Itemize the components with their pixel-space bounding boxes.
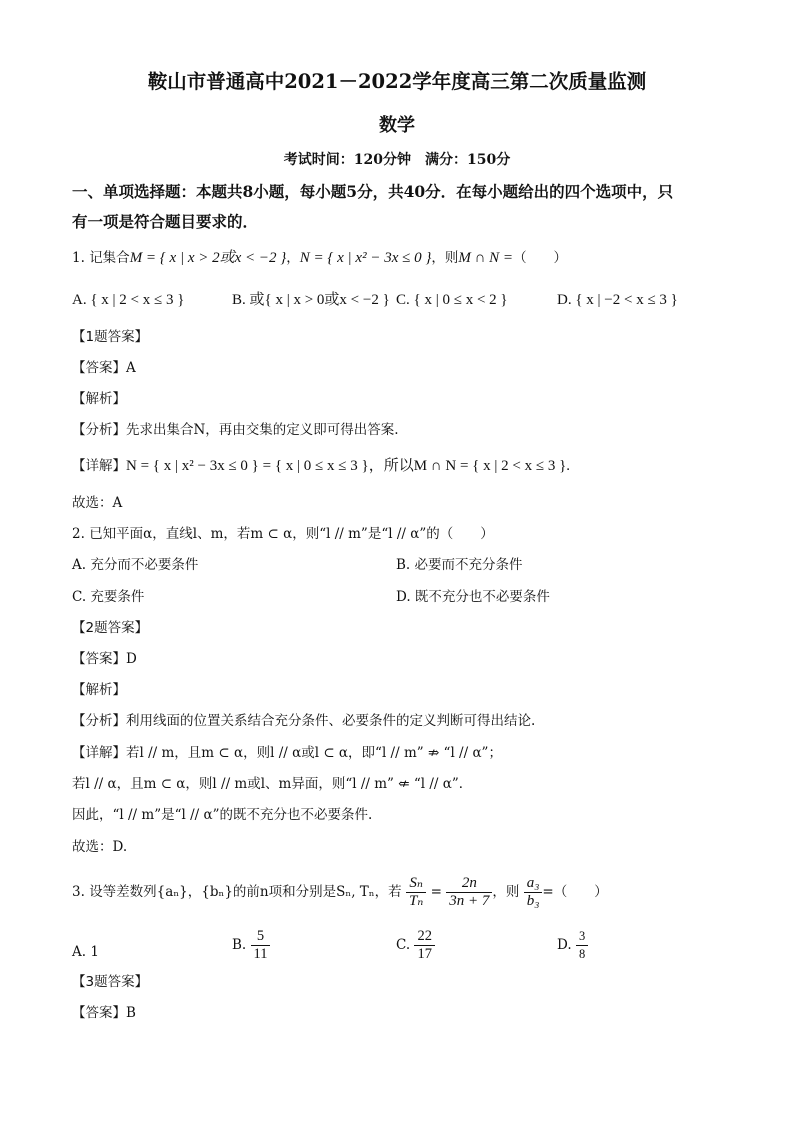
answer-tag: 【2题答案】	[72, 620, 149, 636]
answer-line: 【答案】D	[72, 651, 137, 667]
answer-value: D	[126, 651, 137, 667]
conclusion: 故选：A	[72, 495, 123, 511]
question-number: 3.	[72, 884, 85, 900]
detail-line-3: 因此，“l // m”是“l // α”的既不充分也不必要条件.	[72, 807, 373, 823]
answer-line: 【答案】B	[72, 1005, 136, 1021]
set-m: M = { x | x > 2或x < −2 }	[129, 250, 287, 266]
option-c: C. { x | 0 ≤ x < 2 }	[396, 292, 508, 308]
analysis-tag: 【解析】	[72, 391, 126, 407]
detail-line: 【详解】N = { x | x² − 3x ≤ 0 } = { x | 0 ≤ x ≤ 3 }，所以M ∩ N = { x | 2 < x ≤ 3 }.	[72, 458, 571, 474]
option-b: B. 或{ x | x > 0或x < −2 }	[232, 292, 390, 308]
option-c: C. 充要条件	[72, 589, 145, 605]
fraction-ratio: $\frac{2n}{3n + 7}$	[446, 875, 492, 910]
analysis-line: 【分析】利用线面的位置关系结合充分条件、必要条件的定义判断可得出结论.	[72, 713, 536, 729]
question-number: 2.	[72, 526, 85, 542]
answer-line: 【答案】A	[72, 360, 136, 376]
question-3-stem: 3. 设等差数列{aₙ}，{bₙ}的前n项和分别是Sₙ, Tₙ，若 $\frac{\text{Sₙ}}{\text{Tₙ}}$ = $\frac{2n}{3n + 7}$ ，则 $\frac{\text{a₃}}{\text{b₃}}$ =（ ）	[72, 875, 608, 909]
option-a: A. 1	[72, 944, 99, 960]
option-b: B. $\frac{5}{11}$	[232, 925, 270, 965]
analysis-line: 【分析】先求出集合N，再由交集的定义即可得出答案.	[72, 422, 399, 438]
option-a: A. { x | 2 < x ≤ 3 }	[72, 292, 185, 308]
analysis-tag: 【解析】	[72, 682, 126, 698]
answer-value: B	[126, 1005, 136, 1021]
question-1-stem: 1. 记集合M = { x | x > 2或x < −2 }，N = { x | x² − 3x ≤ 0 }，则M ∩ N =（ ）	[72, 250, 568, 266]
exam-info: 考试时间：120分钟 满分：150分	[283, 152, 511, 168]
question-number: 1.	[72, 250, 85, 266]
option-c: C. $\frac{22}{17}$	[396, 925, 435, 965]
detail-line-2: 若l // α，且m ⊂ α，则l // m或l、m异面，则“l // m” ⇍ “l // α”．	[72, 776, 473, 792]
paper-title: 鞍山市普通高中2021－2022学年度高三第二次质量监测	[147, 70, 647, 93]
answer-tag: 【3题答案】	[72, 974, 149, 990]
section-heading-line1: 一、单项选择题：本题共8小题，每小题5分，共40分．在每小题给出的四个选项中，只	[72, 182, 674, 201]
intersection: M ∩ N =	[458, 250, 514, 266]
subject-title: 数学	[379, 115, 415, 136]
fraction-a3-over-b3: $\frac{\text{a₃}}{\text{b₃}}$	[524, 875, 543, 910]
option-d: D. { x | −2 < x ≤ 3 }	[557, 292, 678, 308]
option-d: D. $\frac{3}{8}$	[557, 925, 588, 965]
detail-line: 【详解】若l // m，且m ⊂ α，则l // α或l ⊂ α，即“l // m” ⇏ “l // α”；	[72, 745, 502, 761]
answer-value: A	[126, 360, 136, 376]
answer-tag: 【1题答案】	[72, 329, 149, 345]
section-heading-line2: 有一项是符合题目要求的．	[72, 212, 259, 231]
set-n: N = { x | x² − 3x ≤ 0 }	[299, 250, 432, 266]
option-b: B. 必要而不充分条件	[396, 557, 523, 573]
option-d: D. 既不充分也不必要条件	[396, 589, 550, 605]
conclusion: 故选：D.	[72, 839, 128, 855]
option-a: A. 充分而不必要条件	[72, 557, 199, 573]
fraction-s-over-t: $\frac{\text{Sₙ}}{\text{Tₙ}}$	[406, 875, 426, 910]
question-2-stem: 2. 已知平面α，直线l、m，若m ⊂ α，则“l // m”是“l // α”的（ ）	[72, 526, 494, 542]
